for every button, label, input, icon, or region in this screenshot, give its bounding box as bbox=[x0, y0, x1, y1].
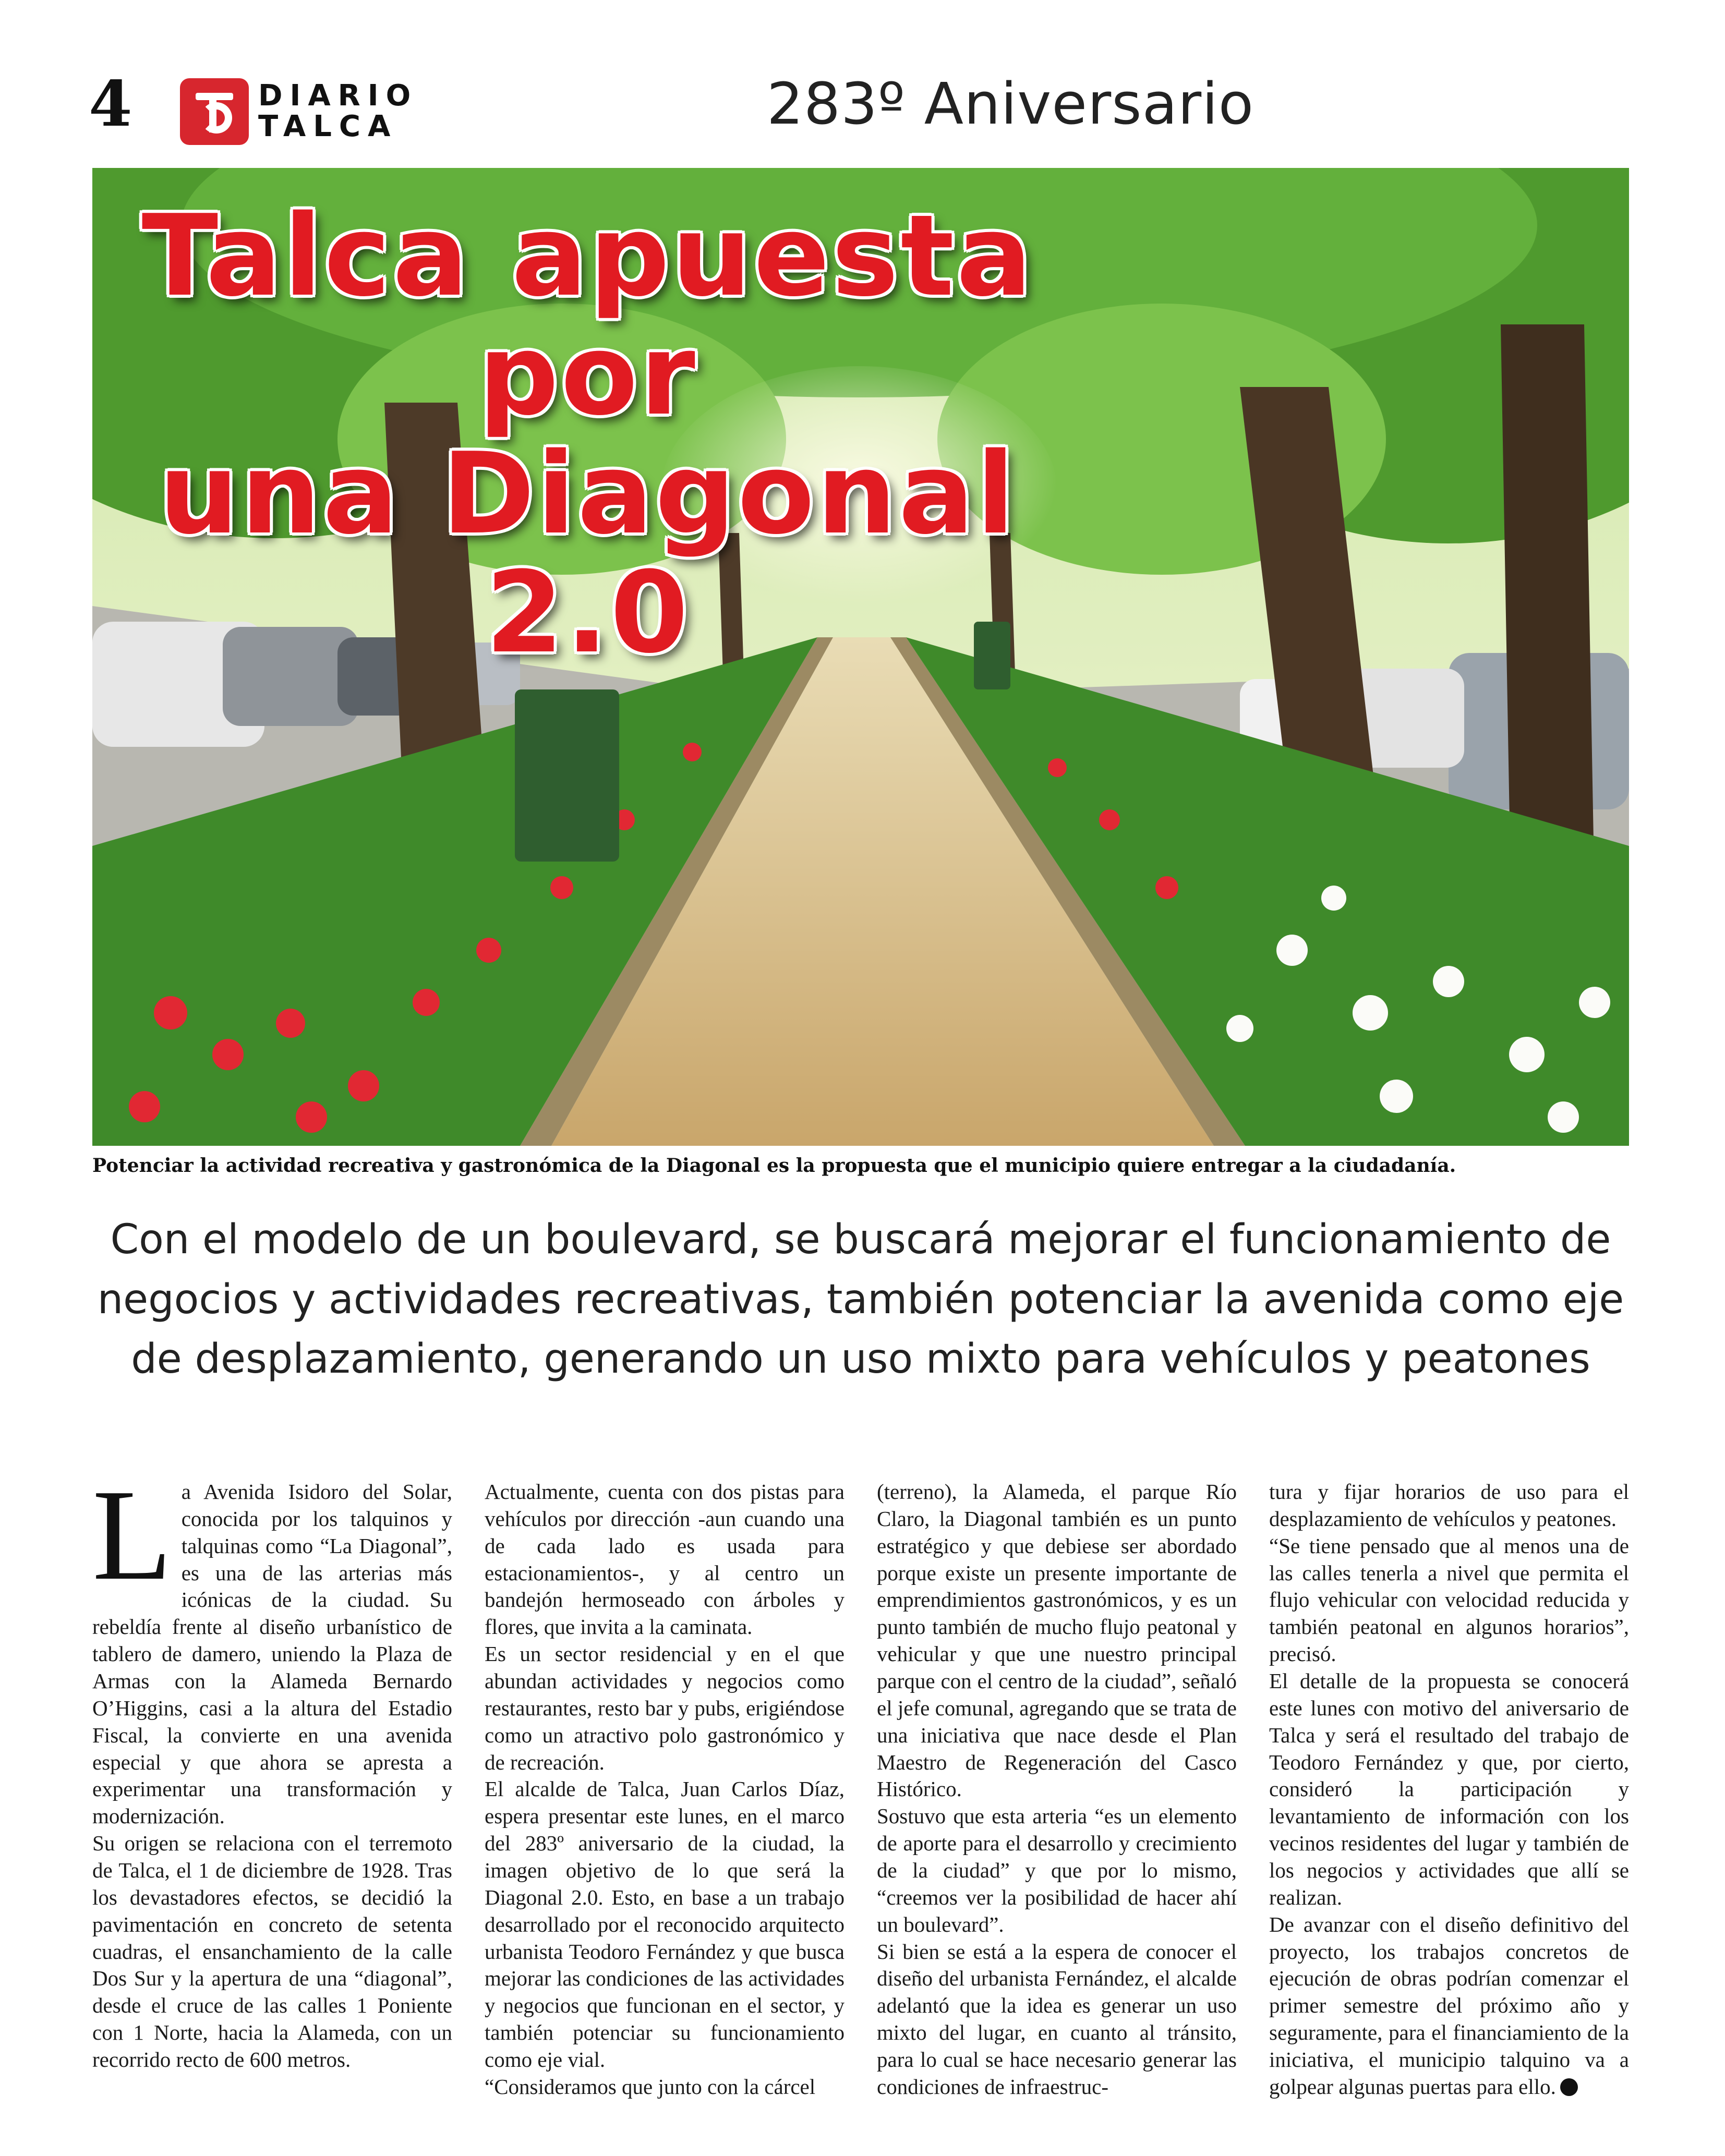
headline bbox=[92, 190, 1083, 678]
paragraph: El alcalde de Talca, Juan Carlos Díaz, espera presentar este lunes, en el marco del 283º aniversario de la ciudad, la imagen objetivo de lo que será la Diagonal 2.0. Esto, en base a un trabajo desarrollado por el reconocido arquitecto urbanista Teodoro Fernández y que busca mejorar las condiciones de las actividades y negocios que funcionan en el sector, y también potenciar su funcionamiento como eje vial. bbox=[485, 1777, 845, 2072]
diario-talca-logo bbox=[180, 78, 418, 145]
column-3 bbox=[877, 1479, 1237, 2120]
paragraph: Sostuvo que esta arteria “es un elemento de aporte para el desarrollo y crecimiento de la ciudad” y que por lo mismo, “creemos ver la posibilidad de hacer ahí un boulevard”. bbox=[877, 1804, 1237, 1936]
end-mark-icon bbox=[1560, 2078, 1578, 2096]
paragraph-text: De avanzar con el diseño definitivo del proyecto, los trabajos concretos de ejecución de obras podrían comenzar el primer semestre del próximo año y seguramente, para el financiamiento de la iniciativa, el municipio talquino va a golpear algunas puertas para ello. bbox=[1269, 1912, 1629, 2099]
column-4 bbox=[1269, 1479, 1629, 2120]
paragraph: Su origen se relaciona con el terremoto de Talca, el 1 de diciembre de 1928. Tras los devastadores efectos, se decidió la pavimentación en concreto de setenta cuadras, el ensanchamiento de la calle Dos Sur y la apertura de una “diagonal”, desde el cruce de las calles 1 Poniente con 1 Norte, hacia la Alameda, con un recorrido recto de 600 metros. bbox=[92, 1831, 452, 2072]
paragraph: “Consideramos que junto con la cárcel bbox=[485, 2074, 816, 2099]
headline-line1: Talca apuesta por bbox=[141, 190, 1034, 440]
logo-mark-icon bbox=[180, 78, 249, 145]
paragraph-text: a Avenida Isidoro del Solar, conocida por los talquinos y talquinas como “La Diagonal”, es una de las arterias más icónicas de la ciudad. Su rebeldía frente al diseño urbanístico de tablero de damero, uniendo la Plaza de Armas con la Alameda Bernardo O’Higgins, casi a la altura del Estadio Fiscal, la convierte en una avenida especial y que ahora se apresta a experimentar una transformación y modernización. bbox=[92, 1480, 452, 1828]
headline-line2: una Diagonal 2.0 bbox=[159, 428, 1017, 678]
paragraph: Actualmente, cuenta con dos pistas para vehículos por dirección -aun cuando una de cada lado es usada para estacionamientos-, y al centro un bandejón hermoseado con árboles y flores, que invita a la caminata. bbox=[485, 1480, 845, 1639]
column-1 bbox=[92, 1463, 452, 2120]
logo-wordmark bbox=[258, 81, 418, 142]
paragraph: “Se tiene pensado que al menos una de las calles tenerla a nivel que permita el flujo vehicular con velocidad reducida y también peatonal en algunos horarios”, precisó. bbox=[1269, 1533, 1629, 1666]
paragraph: El detalle de la propuesta se conocerá este lunes con motivo del aniversario de Talca y será el resultado del trabajo de Teodoro Fernández y que, por cierto, consideró la participación y levantamiento de información con los vecinos residentes del lugar y también de los negocios y actividades que allí se realizan. bbox=[1269, 1669, 1629, 1909]
paragraph: Si bien se está a la espera de conocer el diseño del urbanista Fernández, el alcalde adelantó que la idea es generar un uso mixto del lugar, en cuanto al tránsito, para lo cual se hace necesario generar las condiciones de infraestruc- bbox=[877, 1939, 1237, 2099]
paragraph: (terreno), la Alameda, el parque Río Claro, la Diagonal también es un punto estratégico y que debiese ser abordado porque existe un presente importante de emprendimientos gastronómicos, y es un punto también de mucho flujo peatonal y vehicular y que une nuestro principal parque con el centro de la ciudad”, señaló el jefe comunal, agregando que se trata de una iniciativa que nace desde el Plan Maestro de Regeneración del Casco Histórico. bbox=[877, 1480, 1237, 1801]
deck-subheadline: Con el modelo de un boulevard, se buscará mejorar el funcionamiento de negocios y actividades recreativas, también potenciar la avenida como eje de desplazamiento, generando un uso mixto para vehículos y peatones bbox=[97, 1216, 1624, 1383]
paragraph: Es un sector residencial y en el que abundan actividades y negocios como restaurantes, resto bar y pubs, erigiéndose como un atractivo polo gastronómico y de recreación. bbox=[485, 1642, 845, 1774]
page-number: 4 bbox=[89, 67, 132, 141]
paragraph: tura y fijar horarios de uso para el desplazamiento de vehículos y peatones. bbox=[1269, 1480, 1629, 1531]
photo-caption: Potenciar la actividad recreativa y gastronómica de la Diagonal es la propuesta que el municipio quiere entregar a la ciudadanía. bbox=[92, 1155, 1456, 1177]
logo-line2: TALCA bbox=[258, 110, 398, 143]
section-title: 283º Aniversario bbox=[767, 70, 1254, 137]
paragraph bbox=[92, 1463, 452, 1830]
hero-photo bbox=[92, 168, 1629, 1146]
column-2 bbox=[485, 1479, 845, 2120]
drop-cap: L bbox=[92, 1463, 172, 1607]
logo-line1: DIARIO bbox=[258, 79, 418, 113]
article-body bbox=[92, 1463, 1629, 2120]
paragraph bbox=[1269, 1911, 1629, 2101]
